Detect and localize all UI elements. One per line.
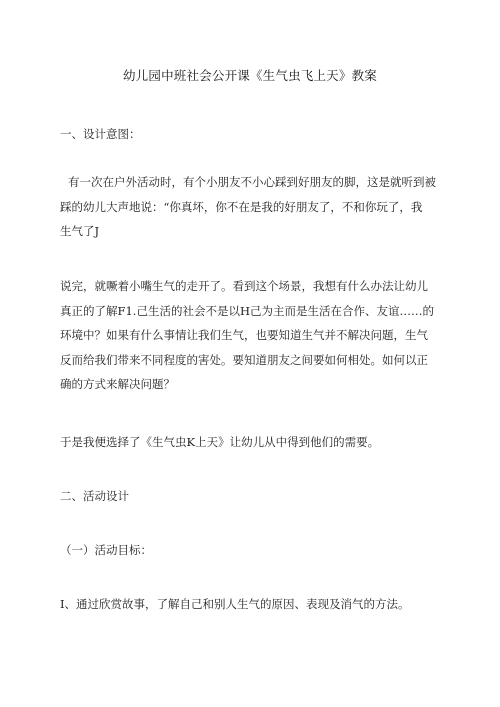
- document-title: 幼儿园中班社会公开课《生气虫飞上天》教案: [122, 68, 377, 83]
- paragraph-2-line-3: 环境中？如果有什么事情让我们生气，也要知道生气并不解决问题，生气: [60, 328, 428, 342]
- paragraph-3-line-1: 于是我便选择了《生气虫K上天》让幼儿从中得到他们的需要。: [60, 435, 380, 449]
- section-heading-design-intent: [60, 122, 432, 147]
- paragraph-3: [60, 430, 432, 455]
- paragraph-2-line-1: 说完，就噘着小嘴生气的走开了。看到这个场景，我想有什么办法让幼儿: [60, 279, 428, 293]
- paragraph-2-line-4: 反而给我们带来不同程度的害处。要知道朋友之间要如何相处。如何以正: [60, 352, 428, 367]
- paragraph-1: [60, 170, 436, 244]
- goal-item-1: [60, 592, 432, 617]
- paragraph-1-line-2: 踩的幼儿大声地说：“你真坏，你不在是我的好朋友了，不和你玩了，我: [60, 199, 423, 214]
- goal-item-1-text: I、通过欣赏故事，了解自己和别人生气的原因、表现及消气的方法。: [60, 597, 410, 611]
- section-heading-text: 一、设计意图：: [60, 127, 141, 141]
- paragraph-1-line-1: 有一次在户外活动时，有个小朋友不小心踩到好朋友的脚，这是就听到被: [68, 175, 436, 189]
- paragraph-2-line-5: 确的方式来解决问题？: [60, 377, 175, 391]
- paragraph-1-line-3: 生气了J: [60, 224, 100, 238]
- paragraph-2-line-2: 真正的了解F1.己生活的社会不是以H己为主而是生活在合作、友谊……的: [60, 303, 434, 318]
- subsection-heading-text: （一）活动目标：: [60, 543, 152, 557]
- section-heading-activity-design: [60, 484, 432, 509]
- paragraph-2: [60, 274, 432, 397]
- subsection-heading-activity-goals: [60, 538, 432, 563]
- section-heading-text: 二、活动设计: [60, 489, 129, 503]
